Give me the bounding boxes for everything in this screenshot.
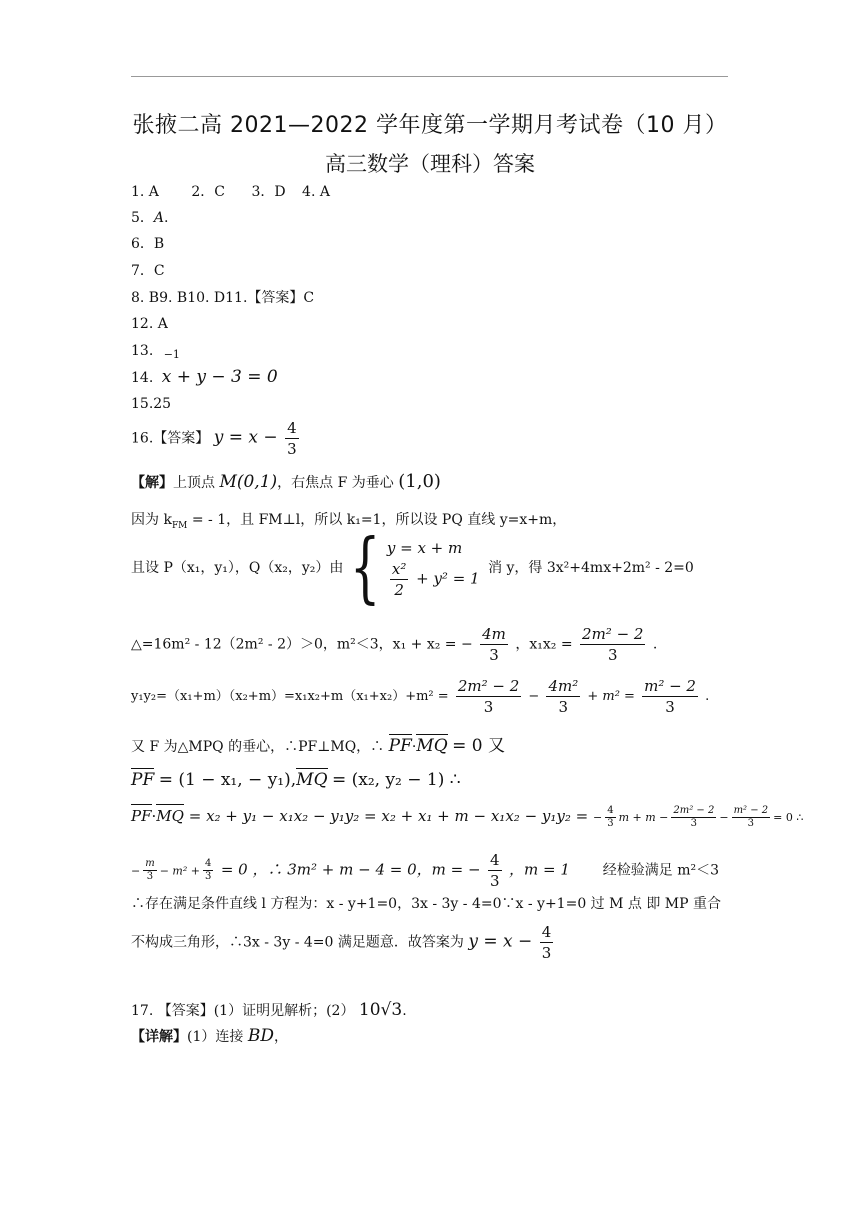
operator: − — [528, 689, 540, 704]
detail-text: (1）连接 — [187, 1029, 244, 1045]
answer-16 — [131, 418, 302, 459]
focus-point: (1,0) — [398, 471, 441, 492]
fraction-denominator: 3 — [607, 646, 618, 664]
operator: + m² = — [587, 689, 635, 704]
solution-line-2 — [131, 510, 566, 536]
fraction — [143, 858, 156, 883]
answer-17 — [131, 1000, 407, 1021]
solution-text: m + m − — [618, 811, 669, 824]
fraction — [488, 850, 502, 891]
solution-text: = (x₂, y₂ − 1) ∴ — [331, 770, 461, 790]
fraction — [580, 624, 645, 665]
fraction-numerator: 2m² − 2 — [457, 677, 520, 695]
fraction-denominator: 3 — [690, 817, 698, 829]
fraction — [546, 676, 580, 717]
system-brace: { — [349, 523, 381, 613]
answer-12: 12. A — [131, 316, 168, 332]
fraction-numerator: 4 — [541, 923, 552, 941]
solution-text: ，m = 1 — [508, 860, 570, 879]
fraction-numerator: 4 — [204, 858, 212, 869]
solution-label: 【解】 — [131, 475, 173, 491]
fraction-denominator: 3 — [558, 698, 569, 716]
fraction — [732, 805, 771, 830]
answers-8-11: 8. B9. B10. D11.【答案】C — [131, 290, 315, 306]
answer-16-prefix: 16.【答案】 — [131, 430, 210, 447]
solution-text: △=16m² - 12（2m² - 2）＞0，m²＜3，x₁ + x₂ = − — [131, 636, 473, 653]
fraction-denominator: 2 — [394, 580, 404, 599]
solution-text: 消 y，得 3x²+4mx+2m² - 2=0 — [488, 560, 694, 576]
system-equation-2-rest: + y² = 1 — [416, 569, 480, 587]
fraction-denominator: 3 — [607, 817, 614, 829]
fraction-denominator: 3 — [747, 817, 755, 829]
fraction-numerator: x² — [391, 559, 407, 578]
solution-line-9 — [131, 850, 719, 891]
answer-17-detail — [131, 1026, 288, 1047]
solution-text: 上顶点 — [173, 475, 215, 491]
answer-5-value: A — [153, 210, 165, 226]
fraction-numerator: m — [145, 858, 155, 869]
vector-mq: MQ — [156, 804, 184, 826]
answers-1-4 — [131, 182, 330, 202]
solution-line-1 — [131, 472, 441, 493]
vector-mq: MQ — [296, 770, 328, 790]
solution-line-10: ∴存在满足条件直线 l 方程为：x - y+1=0，3x - 3y - 4=0∵x - y+1=0 过 M 点 即 MP 重合 — [131, 896, 722, 912]
operator: − — [593, 811, 603, 824]
header-rule — [131, 76, 728, 77]
solution-line-6 — [131, 734, 505, 757]
solution-text: = 0 又 — [452, 736, 505, 756]
answer-14-prefix: 14. — [131, 370, 154, 386]
answer-7: 7．C — [131, 263, 165, 279]
vector-mq: MQ — [416, 736, 448, 756]
answer-13-prefix: 13. — [131, 343, 154, 359]
fraction — [540, 922, 554, 963]
answer-17-value: 10√3 — [358, 1000, 403, 1020]
solution-line-8 — [131, 804, 803, 830]
fraction — [671, 805, 716, 830]
solution-text: 因为 k — [131, 512, 172, 528]
answer-17-text: 17. 【答案】(1）证明见解析；(2） — [131, 1003, 355, 1019]
answer-17-end: . — [402, 1003, 407, 1019]
operator: · — [151, 807, 157, 825]
solution-text: 又 F 为△MPQ 的垂心，∴PF⊥MQ，∴ — [131, 739, 385, 755]
solution-line-11 — [131, 922, 556, 963]
solution-text: 经检验满足 m²＜3 — [602, 862, 720, 879]
vector-pf: PF — [131, 770, 155, 790]
answer-16-fraction — [285, 418, 299, 459]
slope-subscript: FM — [171, 520, 188, 531]
detail-label: 【详解】 — [131, 1029, 187, 1045]
solution-text: = 0 ∴ — [773, 811, 804, 824]
fraction — [642, 676, 698, 717]
operator: − — [719, 811, 729, 824]
answer-13 — [131, 341, 180, 362]
solution-text: ，右焦点 F 为垂心 — [277, 475, 394, 491]
solution-line-4 — [131, 624, 657, 665]
fraction-denominator: 3 — [489, 872, 500, 890]
fraction-numerator: 4 — [607, 804, 614, 816]
solution-text: y₁y₂=（x₁+m）（x₂+m）=x₁x₂+m（x₁+x₂）+m² = — [131, 689, 449, 704]
solution-text: . — [652, 636, 658, 653]
fraction-denominator: 3 — [665, 698, 675, 716]
fraction-numerator: m² − 2 — [733, 804, 769, 816]
solution-text: = 0 ，∴ 3m² + m − 4 = 0，m = − — [220, 860, 481, 879]
solution-line-7 — [131, 768, 461, 791]
equation-system — [387, 537, 480, 600]
fraction-denominator: 3 — [483, 698, 494, 716]
solution-text: y = x − — [468, 931, 533, 952]
fraction-denominator: 3 — [541, 944, 552, 962]
answer-13-value: −1 — [163, 348, 180, 361]
answer-16-lhs: y = x − — [213, 427, 278, 448]
answer-4: 4. A — [302, 184, 330, 200]
vector-pf: PF — [131, 804, 152, 826]
solution-text: 不构成三角形，∴3x - 3y - 4=0 满足题意．故答案为 — [131, 934, 464, 951]
solution-line-5 — [131, 676, 709, 717]
answer-2: 2．C — [191, 184, 225, 200]
answer-1: 1. A — [131, 184, 159, 200]
solution-text: . — [705, 689, 710, 704]
answer-5-suffix: . — [164, 210, 169, 226]
solution-text: ，x₁x₂ = — [515, 636, 573, 653]
system-equation-1: y = x + m — [386, 538, 463, 557]
detail-end: ， — [273, 1029, 288, 1045]
fraction-denominator: 3 — [204, 871, 212, 882]
fraction — [456, 676, 521, 717]
fraction-denominator: 3 — [146, 871, 154, 882]
page-title: 张掖二高 2021—2022 学年度第一学期月考试卷（10 月） — [132, 113, 728, 138]
answer-3: 3．D — [251, 184, 286, 200]
fraction-numerator: 2m² − 2 — [673, 804, 715, 816]
fraction-denominator: 3 — [489, 646, 499, 664]
fraction-numerator: 4m — [482, 625, 506, 643]
solution-text: = - 1，且 FM⊥l，所以 k₁=1，所以设 PQ 直线 y=x+m， — [187, 512, 567, 528]
fraction-numerator: 4m² — [548, 677, 579, 695]
solution-text: 且设 P（x₁，y₁），Q（x₂，y₂）由 — [131, 560, 344, 576]
answer-14-value: x + y − 3 = 0 — [161, 367, 278, 387]
answer-14 — [131, 367, 278, 388]
system-equation-2 — [387, 559, 480, 600]
page-subtitle: 高三数学（理科）答案 — [325, 152, 535, 176]
fraction — [605, 805, 615, 830]
operator: · — [411, 739, 417, 755]
solution-text: = x₂ + y₁ − x₁x₂ − y₁y₂ = x₂ + x₁ + m − x₁x₂ − y₁y₂ = — [188, 807, 589, 825]
fraction-numerator: 2m² − 2 — [582, 625, 644, 643]
fraction-denominator: 3 — [287, 440, 297, 458]
solution-text: − m² + — [159, 864, 200, 878]
point-m: M(0,1) — [219, 472, 278, 492]
segment-bd: BD — [247, 1026, 274, 1046]
operator: − — [131, 864, 141, 878]
answer-15: 15.25 — [131, 396, 172, 412]
fraction-numerator: m² − 2 — [644, 677, 696, 695]
fraction-numerator: 4 — [489, 851, 500, 869]
system-fraction — [390, 559, 408, 600]
answer-5 — [131, 208, 169, 228]
solution-text: = (1 − x₁, − y₁), — [158, 770, 297, 790]
vector-pf: PF — [388, 736, 412, 756]
fraction — [203, 858, 213, 883]
answer-5-prefix: 5． — [131, 210, 154, 226]
answer-6: 6．B — [131, 236, 165, 252]
fraction — [480, 624, 508, 665]
fraction-numerator: 4 — [287, 419, 297, 437]
